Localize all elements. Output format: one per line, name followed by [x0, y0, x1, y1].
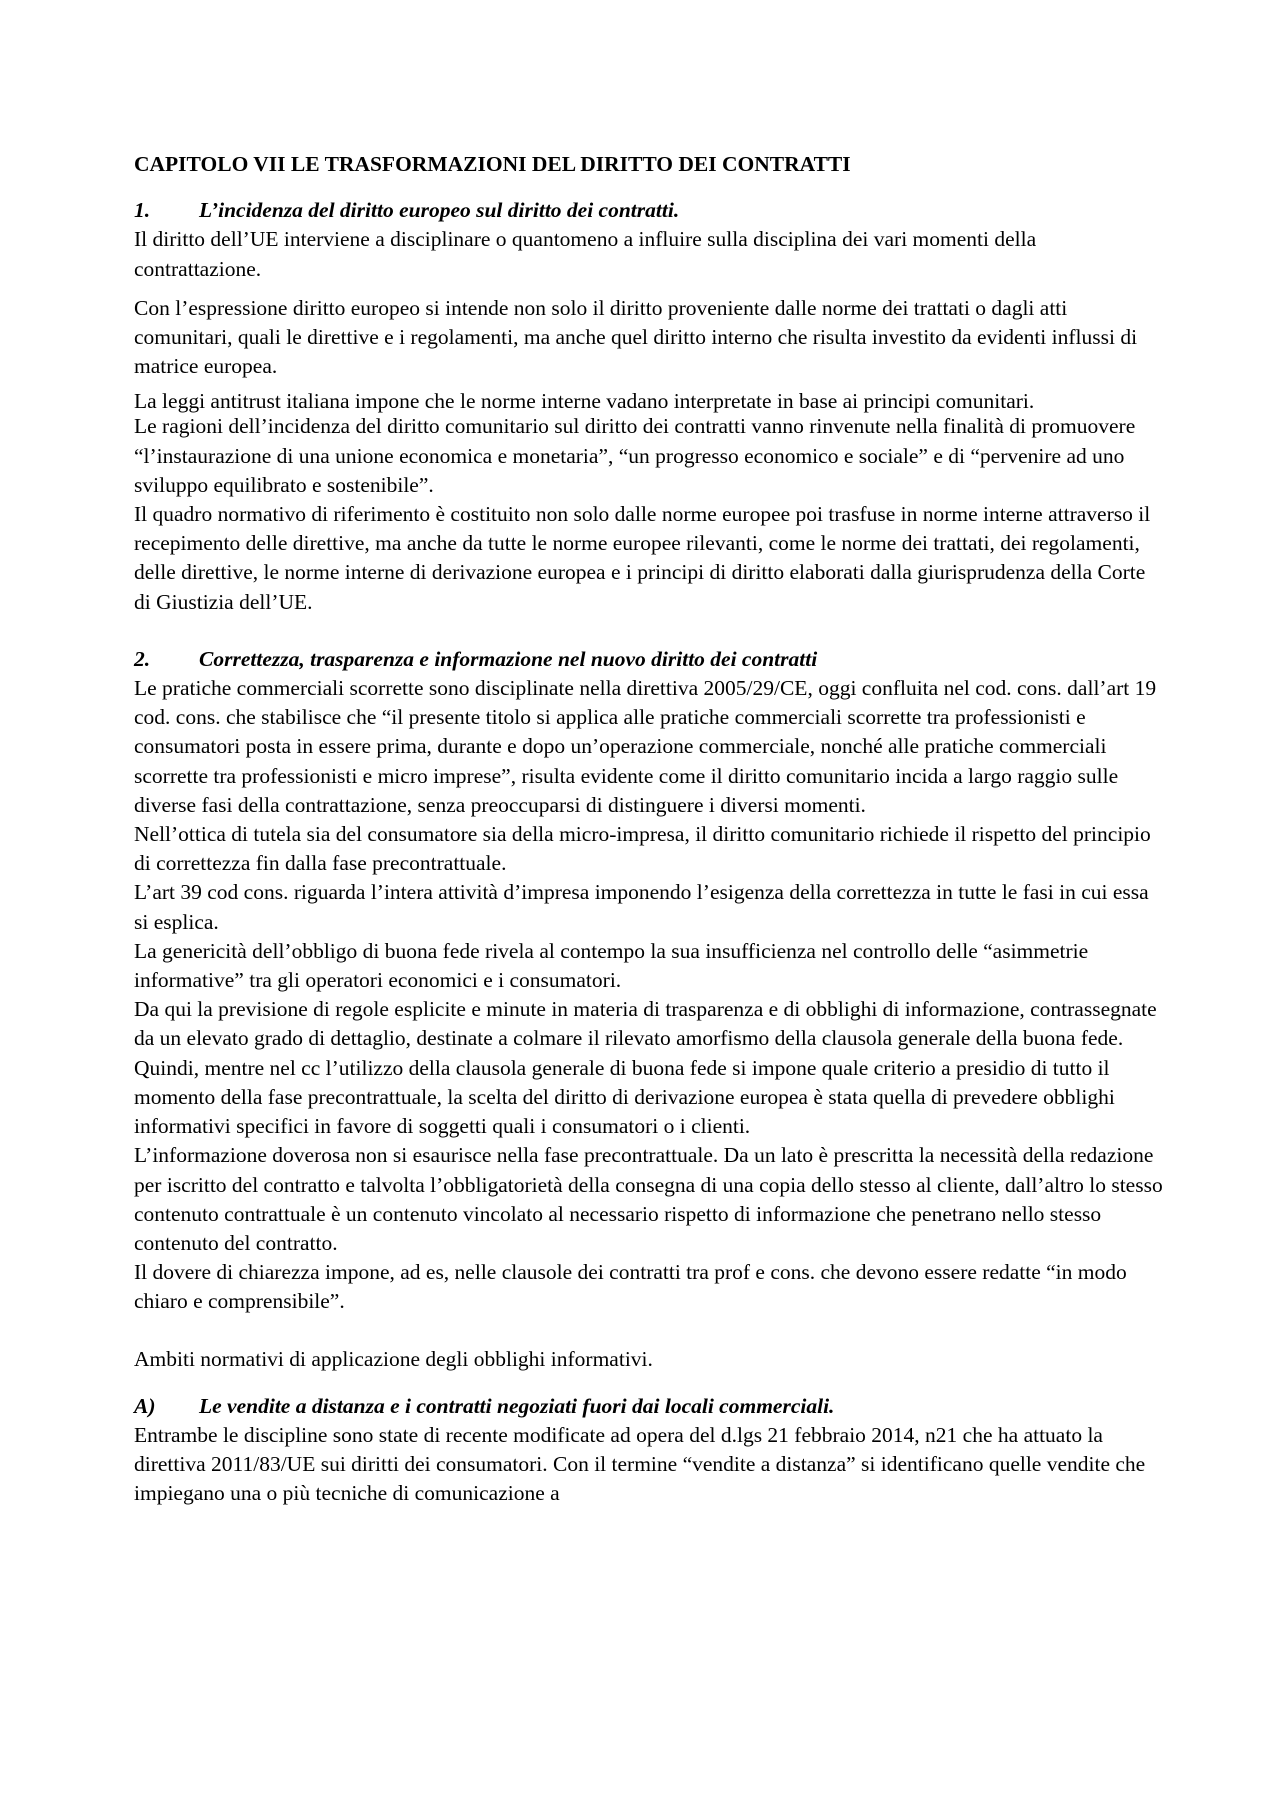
section-1-paragraph: Le ragioni dell’incidenza del diritto comunitario sul diritto dei contratti vanno rinvenute nella finalità di promuovere “l’instaurazione di una unione economica e monetaria”, “un progresso economico e sociale” e di “pervenire ad uno sviluppo equilibrato e sostenibile”. — [134, 414, 1136, 497]
section-2-paragraph: Nell’ottica di tutela sia del consumatore sia della micro-impresa, il diritto comunitario richiede il rispetto del principio di correttezza fin dalla fase precontrattuale. — [134, 822, 1151, 876]
section-1-paragraph: Il diritto dell’UE interviene a disciplinare o quantomeno a influire sulla disciplina dei vari momenti della contrattazione. — [134, 227, 1037, 281]
section-2-paragraph: L’art 39 cod cons. riguarda l’intera attività d’impresa imponendo l’esigenza della correttezza in tutte le fasi in cui essa si esplica. — [134, 880, 1149, 934]
section-2-number: 2. — [134, 646, 151, 671]
chapter-title: CAPITOLO VII LE TRASFORMAZIONI DEL DIRITTO DEI CONTRATTI — [134, 152, 851, 176]
document-page — [134, 150, 1164, 1509]
section-1-heading — [134, 196, 1164, 225]
section-a-paragraph: Entrambe le discipline sono state di recente modificate ad opera del d.lgs 21 febbraio 2014, n21 che ha attuato la direttiva 2011/83/UE sui diritti dei consumatori. Con il termine “vendite a distanza” si identificano quelle vendite che impiegano una o più tecniche di comunicazione a — [134, 1422, 1146, 1506]
section-2-paragraph: Ambiti normativi di applicazione degli obblighi informativi. — [134, 1346, 653, 1371]
section-1-title: L’incidenza del diritto europeo sul diritto dei contratti. — [199, 198, 680, 223]
section-2-paragraph: La genericità dell’obbligo di buona fede rivela al contempo la sua insufficienza nel controllo delle “asimmetrie informative” tra gli operatori economici e i consumatori. — [134, 938, 1089, 993]
section-1-paragraph: Il quadro normativo di riferimento è costituito non solo dalle norme europee poi trasfuse in norme interne attraverso il recepimento delle direttive, ma anche da tutte le norme europee rilevanti, come le norme dei trattati, dei regolamenti, delle direttive, le norme interne di derivazione europea e i principi di diritto elaborati dalla giurisprudenza della Corte di Giustizia dell’UE. — [134, 502, 1151, 614]
section-2-paragraph: Quindi, mentre nel cc l’utilizzo della clausola generale di buona fede si impone quale criterio a presidio di tutto il momento della fase precontrattuale, la scelta del diritto di derivazione europea è stata quella di prevedere obblighi informativi specifici in favore di soggetti quali i consumatori o i clienti. — [134, 1055, 1115, 1139]
section-2-paragraph: Le pratiche commerciali scorrette sono disciplinate nella direttiva 2005/29/CE, oggi confluita nel cod. cons. dall’art 19 cod. cons. che stabilisce che “il presente titolo si applica alle pratiche commerciali scorrette tra professionisti e consumatori posta in essere prima, durante e dopo un’operazione commerciale, nonché alle pratiche commerciali scorrette tra professionisti e micro imprese”, risulta evidente come il diritto comunitario incida a largo raggio sulle diverse fasi della contrattazione, senza preoccuparsi di distinguere i diversi momenti. — [134, 676, 1157, 817]
section-1-paragraph: Con l’espressione diritto europeo si intende non solo il diritto proveniente dalle norme dei trattati o dagli atti comunitari, quali le direttive e i regolamenti, ma anche quel diritto interno che risulta investito da evidenti influssi di matrice europea. — [134, 295, 1138, 379]
section-a-title: Le vendite a distanza e i contratti negoziati fuori dai locali commerciali. — [199, 1393, 835, 1418]
section-a-number: A) — [134, 1393, 156, 1418]
section-2-heading — [134, 645, 1164, 674]
section-2-paragraph: Da qui la previsione di regole esplicite e minute in materia di trasparenza e di obblighi di informazione, contrassegnate da un elevato grado di dettaglio, destinate a colmare il rilevato amorfismo della clausola generale della buona fede. — [134, 997, 1157, 1051]
section-2-paragraph: Il dovere di chiarezza impone, ad es, nelle clausole dei contratti tra prof e cons. che devono essere redatte “in modo chiaro e comprensibile”. — [134, 1260, 1127, 1314]
section-2-title: Correttezza, trasparenza e informazione nel nuovo diritto dei contratti — [199, 646, 818, 671]
section-2-paragraph: L’informazione doverosa non si esaurisce nella fase precontrattuale. Da un lato è prescritta la necessità della redazione per iscritto del contratto e talvolta l’obbligatorietà della consegna di una copia dello stesso al cliente, dall’altro lo stesso contenuto contrattuale è un contenuto vincolato al necessario rispetto di informazione che penetrano nello stesso contenuto del contratto. — [134, 1143, 1163, 1255]
section-1-paragraph: La leggi antitrust italiana impone che le norme interne vadano interpretate in base ai principi comunitari. — [134, 389, 1035, 414]
section-1-number: 1. — [134, 198, 151, 223]
section-a-heading — [134, 1392, 1164, 1421]
